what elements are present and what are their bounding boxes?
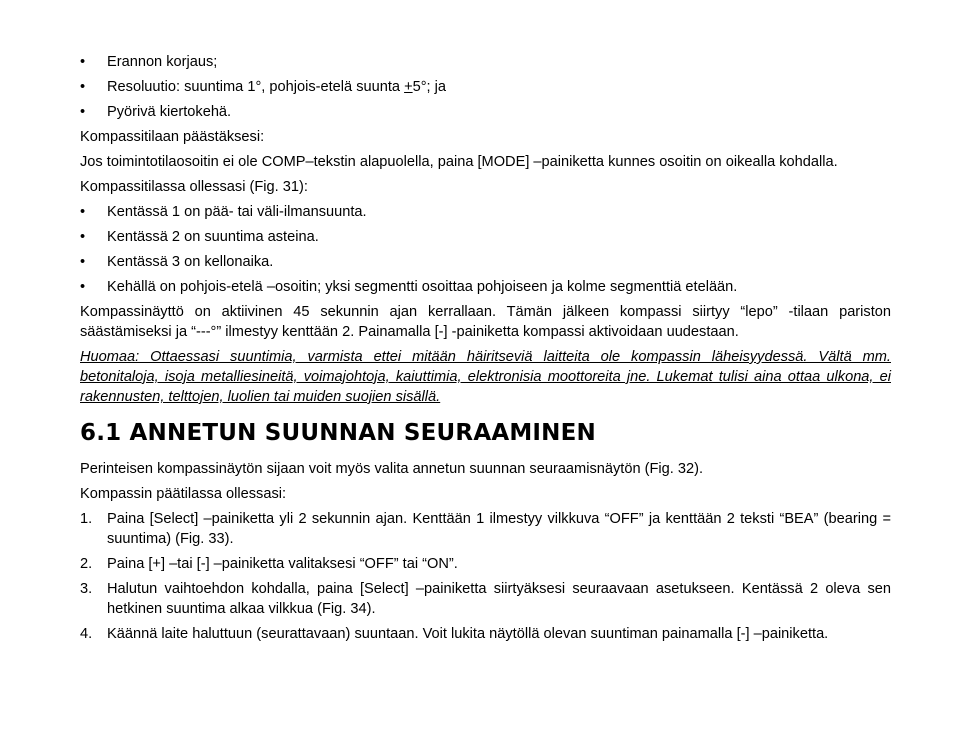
bullet-item [80,277,891,297]
bullet-text [107,77,891,97]
step-text: Paina [Select] –painiketta yli 2 sekunnin ajan. Kenttään 1 ilmestyy vilkkuva “OFF” ja kenttään 2 teksti “BEA” (bearing = suuntima) (Fig. 33). [107,511,891,547]
bullet-text: Erannon korjaus; [107,54,218,70]
paragraph-mode-intro: Kompassitilassa ollessasi (Fig. 31): [80,179,308,195]
bullet-text: Kehällä on pohjois-etelä –osoitin; yksi segmentti osoittaa pohjoiseen ja kolme segmenttiä etelään. [107,279,738,295]
bullet-item [80,227,891,247]
step-text: Halutun vaihtoehdon kohdalla, paina [Select] –painiketta siirtyäksesi seuraavaan asetukseen. Kentässä 2 oleva sen hetkinen suuntima alkaa vilkkua (Fig. 34). [107,581,891,617]
numbered-step [80,509,891,549]
step-number: 1. [80,511,93,527]
bullet-mark: • [80,229,86,245]
step-number: 4. [80,626,93,642]
bullet-mark: • [80,279,86,295]
step-text: Paina [+] –tai [-] –painiketta valitaksesi “OFF” tai “ON”. [107,556,458,572]
document-page [80,52,891,649]
bullet-mark: • [80,204,86,220]
numbered-step [80,624,891,644]
bullet-item [80,102,891,122]
bullet-mark: • [80,254,86,270]
paragraph-note: Huomaa: Ottaessasi suuntimia, varmista ettei mitään häiritseviä laitteita ole kompassin läheisyydessä. Vältä mm. betonitaloja, isoja metalliesineitä, voimajohtoja, kaiuttimia, elektronisia moottoreita jne. Lukemat tulisi aina ottaa ulkona, ei rakennusten, telttojen, luolien tai muiden suojien sisällä. [80,349,891,405]
bullet-item [80,77,891,97]
bullet-item [80,252,891,272]
bullet-text: Kentässä 2 on suuntima asteina. [107,229,319,245]
resolution-text-start: Resoluutio: suuntima 1°, pohjois-etelä suunta [107,79,405,95]
paragraph-exit-intro: Kompassitilaan päästäksesi: [80,129,265,145]
bullet-mark: • [80,79,86,95]
bullet-mark: • [80,104,86,120]
bullet-item [80,202,891,222]
bullet-text: Pyörivä kiertokehä. [107,104,232,120]
bullet-mark: • [80,54,86,70]
resolution-text-end: 5°; ja [412,79,447,95]
section-heading: 6.1 ANNETUN SUUNNAN SEURAAMINEN [80,420,596,446]
paragraph-alternative-display: Perinteisen kompassinäytön sijaan voit myös valita annetun suunnan seuraamisnäytön (Fig. 32). [80,461,704,477]
bullet-text: Kentässä 1 on pää- tai väli-ilmansuunta. [107,204,367,220]
plus-minus-sign: + [404,79,413,95]
numbered-step [80,579,891,619]
step-text: Käännä laite haluttuun (seurattavaan) suuntaan. Voit lukita näytöllä olevan suuntiman painamalla [-] –painiketta. [107,626,829,642]
paragraph-active-time: Kompassinäyttö on aktiivinen 45 sekunnin ajan kerrallaan. Tämän jälkeen kompassi siirtyy “lepo” -tilaan pariston säästämiseksi ja “---°” ilmestyy kenttään 2. Painamalla [-] -painiketta kompassi aktivoidaan uudestaan. [80,304,891,340]
paragraph-exit-body: Jos toimintotilaosoitin ei ole COMP–tekstin alapuolella, paina [MODE] –painiketta kunnes osoitin on oikealla kohdalla. [80,154,838,170]
step-number: 2. [80,556,93,572]
step-number: 3. [80,581,93,597]
paragraph-main-mode-intro: Kompassin päätilassa ollessasi: [80,486,287,502]
bullet-item [80,52,891,72]
bullet-text: Kentässä 3 on kellonaika. [107,254,274,270]
numbered-step [80,554,891,574]
